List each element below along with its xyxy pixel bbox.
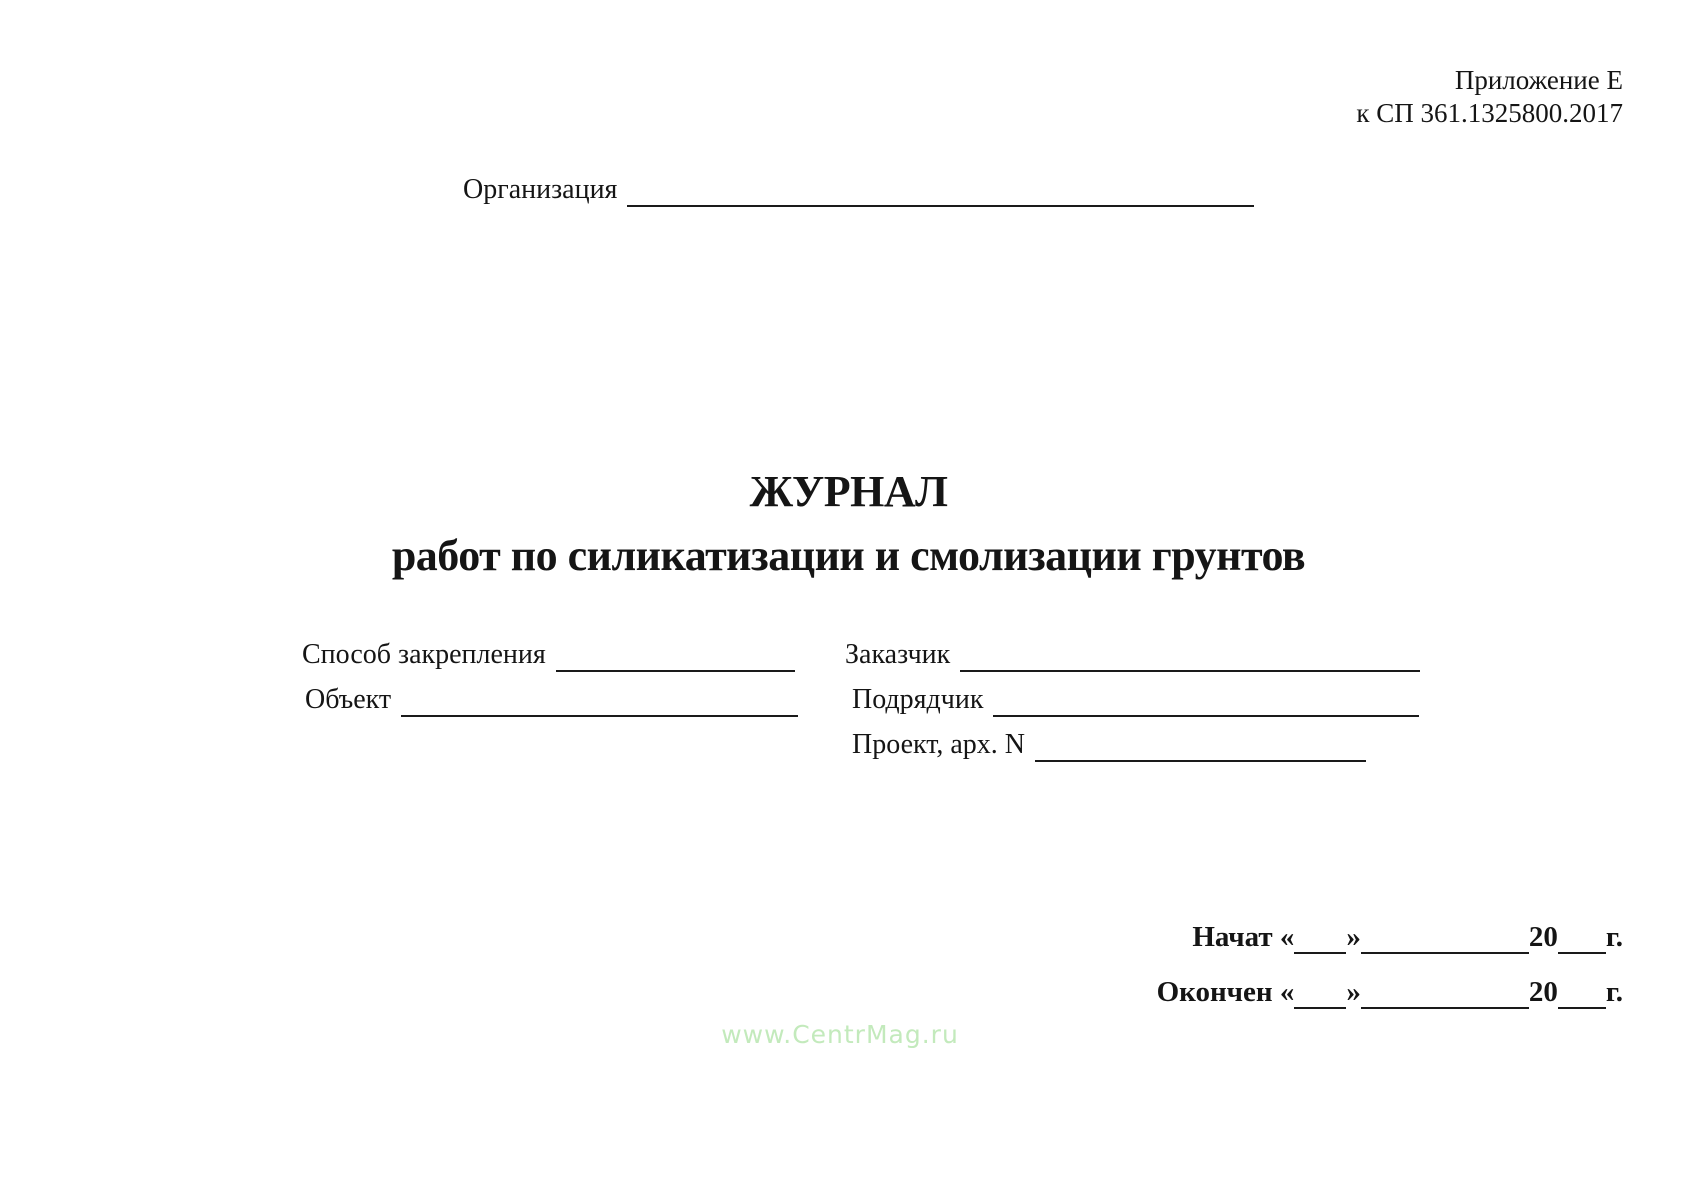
appendix-note [1356, 64, 1623, 130]
started-row [1192, 920, 1623, 954]
appendix-line2: к СП 361.1325800.2017 [1356, 98, 1623, 128]
started-label: Начат [1192, 921, 1273, 953]
customer-label: Заказчик [845, 639, 951, 670]
started-month-blank [1361, 920, 1529, 954]
finished-quote-open: « [1279, 976, 1295, 1008]
contractor-label: Подрядчик [852, 684, 984, 715]
method-label: Способ закрепления [302, 639, 546, 670]
method-blank-line [556, 638, 795, 672]
object-blank-line [401, 683, 798, 717]
contractor-row [852, 683, 1419, 717]
appendix-line1: Приложение Е [1454, 65, 1623, 95]
started-day-blank [1294, 920, 1346, 954]
project-blank-line [1035, 728, 1366, 762]
started-quote-open: « [1279, 921, 1295, 953]
project-row [852, 728, 1366, 762]
journal-title: ЖУРНАЛ [749, 467, 948, 516]
contractor-blank-line [993, 683, 1419, 717]
organization-blank-line [627, 173, 1254, 207]
finished-day-blank [1294, 975, 1346, 1009]
customer-blank-line [960, 638, 1420, 672]
journal-title-block [0, 460, 1697, 588]
object-row [305, 683, 798, 717]
object-label: Объект [305, 684, 392, 715]
finished-label: Окончен [1156, 976, 1273, 1008]
journal-subtitle: работ по силикатизации и смолизации грунтов [391, 531, 1306, 580]
started-year-prefix: 20 [1528, 921, 1558, 953]
started-quote-close: » [1346, 921, 1361, 953]
method-row [302, 638, 795, 672]
finished-year-blank [1558, 975, 1606, 1009]
customer-row [845, 638, 1420, 672]
watermark-text: www.CentrMag.ru [721, 1020, 959, 1049]
finished-month-blank [1361, 975, 1529, 1009]
finished-quote-close: » [1346, 976, 1361, 1008]
started-year-suffix: г. [1605, 921, 1623, 953]
organization-label: Организация [463, 174, 618, 205]
finished-year-suffix: г. [1605, 976, 1623, 1008]
organization-row [463, 173, 1254, 207]
project-label: Проект, арх. N [852, 729, 1026, 760]
finished-row [1157, 975, 1623, 1009]
finished-year-prefix: 20 [1528, 976, 1558, 1008]
started-year-blank [1558, 920, 1606, 954]
